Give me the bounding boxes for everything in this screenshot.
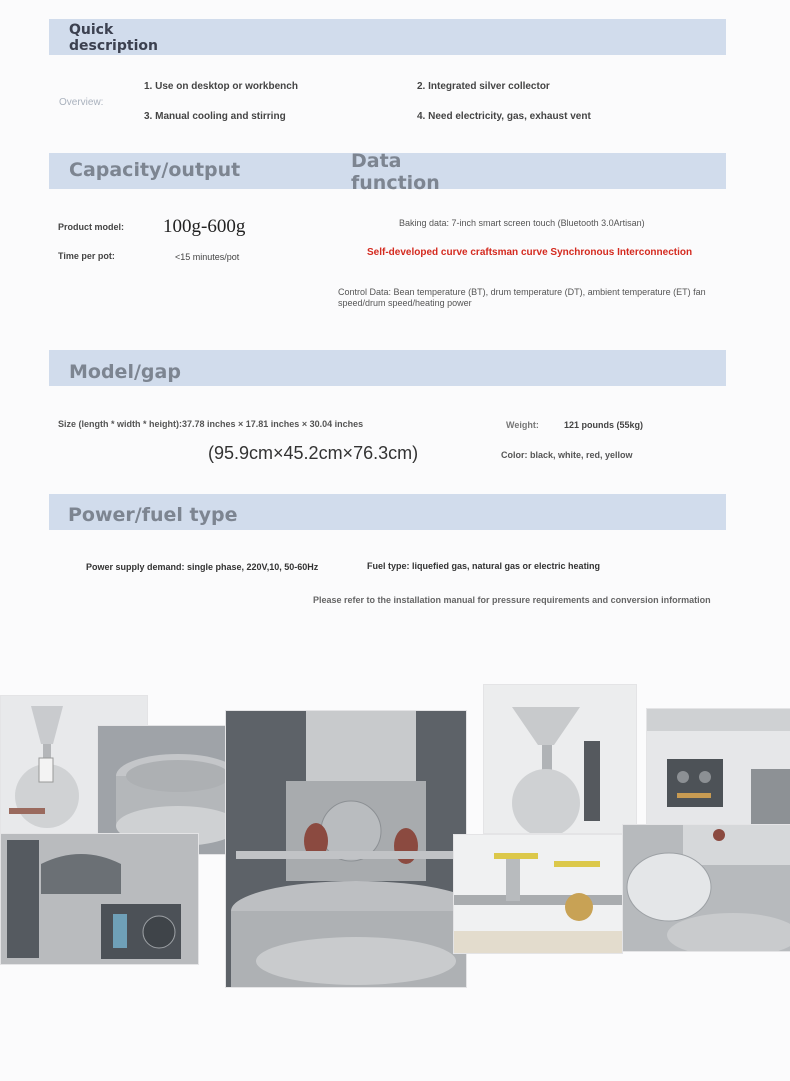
quick-item-2: 2. Integrated silver collector — [417, 81, 550, 92]
quick-item-4: 4. Need electricity, gas, exhaust vent — [417, 111, 591, 122]
photo-gauge-panel — [646, 708, 790, 836]
overview-label: Overview: — [59, 97, 104, 108]
size-inches-text: Size (length * width * height):37.78 inches × 17.81 inches × 30.04 inches — [58, 419, 364, 429]
photo-cooling-lid — [622, 824, 790, 952]
time-per-pot-label: Time per pot: — [58, 251, 115, 261]
product-model-label: Product model: — [58, 222, 125, 232]
baking-data-text: Baking data: 7-inch smart screen touch (Bluetooth 3.0Artisan) — [399, 218, 645, 228]
size-cm-text: (95.9cm×45.2cm×76.3cm) — [208, 443, 419, 463]
power-supply-text: Power supply demand: single phase, 220V,10, 50-60Hz — [86, 562, 319, 572]
fuel-type-text: Fuel type: liquefied gas, natural gas or electric heating — [367, 561, 601, 571]
photo-hopper-front — [483, 684, 637, 834]
photo-control-panel — [0, 833, 199, 965]
color-text: Color: black, white, red, yellow — [501, 450, 633, 460]
quick-item-1: 1. Use on desktop or workbench — [144, 81, 298, 92]
photo-roaster-front — [225, 710, 467, 988]
weight-value: 121 pounds (55kg) — [564, 420, 644, 430]
model-title: Model/gap — [69, 361, 181, 383]
photo-gas-valve — [453, 834, 623, 954]
curve-text: Self-developed curve craftsman curve Synchronous Interconnection — [367, 247, 693, 258]
product-model-value: 100g-600g — [163, 216, 246, 237]
time-per-pot-value: <15 minutes/pot — [175, 252, 240, 262]
power-title: Power/fuel type — [68, 504, 238, 526]
weight-label: Weight: — [506, 420, 539, 430]
quick-item-3: 3. Manual cooling and stirring — [144, 111, 286, 122]
quick-description-title: Quick description — [69, 22, 158, 54]
data-function-title: Data function — [351, 150, 440, 194]
control-data-text: Control Data: Bean temperature (BT), drum temperature (DT), ambient temperature (ET) fan speed/drum speed/heating power — [338, 287, 706, 308]
capacity-title: Capacity/output — [69, 159, 241, 181]
installation-note: Please refer to the installation manual for pressure requirements and conversion information — [313, 595, 711, 605]
